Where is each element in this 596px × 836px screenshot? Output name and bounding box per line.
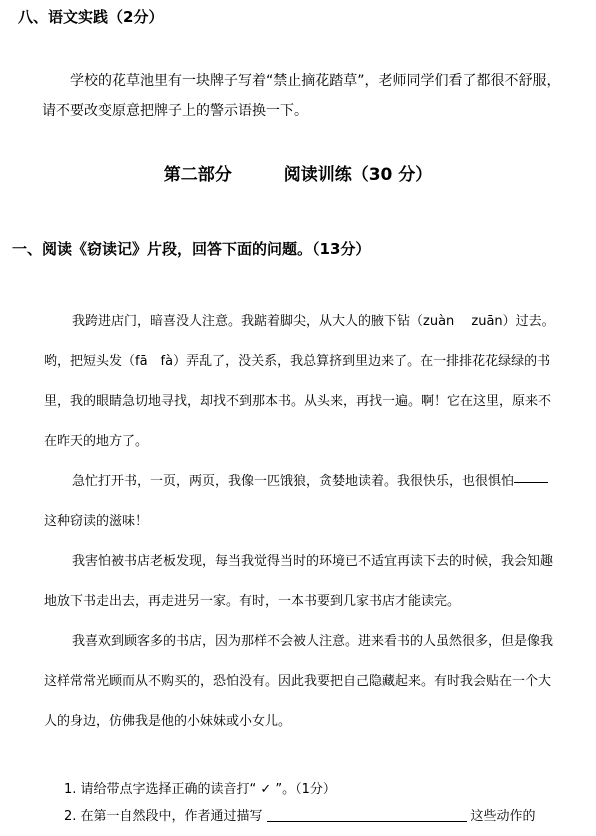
passage-paragraph-4: 我喜欢到顾客多的书店，因为那样不会被人注意。进来看书的人虽然很多，但是像我这样常常光顾而从不购买的，恐怕没有。因此我要把自己隐藏起来。有时我会贴在一个大人的身边，仿佛我是他的小妹妹或小女儿。 (44, 634, 554, 729)
passage-paragraph-1: 我跨进店门，暗喜没人注意。我踮着脚尖，从大人的腋下钻（zuàn zuān）过去。哟，把短头发（fā fà）弄乱了，没关系，我总算挤到里边来了。在一排排花花绿绿的书里，我的眼睛急切地寻找，却找不到那本书。从头来，再找一遍。啊！它在这里，原来不在昨天的地方了。 (44, 314, 555, 449)
sub-question-2 (64, 803, 564, 830)
part-title-left: 第二部分 (163, 165, 232, 185)
sub-question-2-post: 这些动作的 (470, 809, 536, 824)
sub-question-1: 1. 请给带点字选择正确的读音打“ ✓ ”。（1分） (64, 782, 336, 797)
part-title (0, 160, 596, 185)
passage-paragraph-2-text: 急忙打开书，一页，两页，我像一匹饿狼，贪婪地读着。我很快乐，也很惧怕 (72, 474, 515, 489)
section-8-paragraph: 学校的花草池里有一块牌子写着“禁止摘花踏草”，老师同学们看了都很不舒服，请不要改变原意把牌子上的警示语换一下。 (42, 73, 561, 119)
passage-paragraph-2 (44, 462, 562, 502)
passage-paragraph-2-cont: 这种窃读的滋味！ (44, 514, 149, 529)
passage-dash-line (514, 462, 548, 483)
sub-questions (64, 776, 564, 830)
question-1-heading: 一、阅读《窃读记》片段，回答下面的问题。（13分） (12, 240, 371, 258)
reading-passage (44, 302, 562, 742)
answer-blank-line[interactable] (267, 803, 467, 822)
part-title-right: 阅读训练（30 分） (283, 165, 433, 185)
passage-paragraph-3: 我害怕被书店老板发现，每当我觉得当时的环境已不适宜再读下去的时候，我会知趣地放下书走出去，再走进另一家。有时，一本书要到几家书店才能读完。 (44, 554, 554, 609)
section-heading-8: 八、语文实践（2分） (18, 8, 164, 26)
sub-question-2-pre: 2. 在第一自然段中，作者通过描写 (64, 809, 263, 824)
